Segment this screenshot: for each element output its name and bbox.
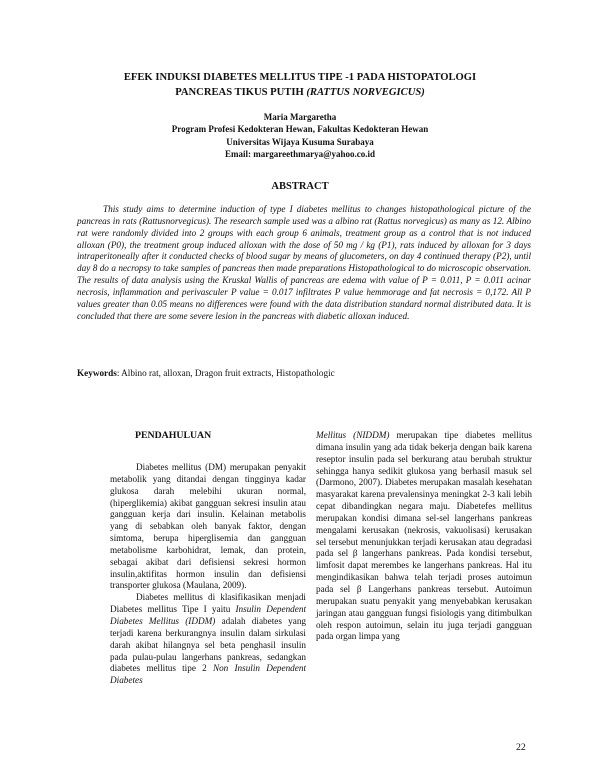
abstract-body xyxy=(77,204,531,322)
abstract-text: This study aims to determine induction of type I diabetes mellitus to changes histopathological picture of the pancreas in rats (Rattusnorvegicus). The research sample used was a albino rat (Rattus norvegicus) as many as 12. Albino rat were randomly divided into 2 groups with each group 6 animals, treatment group as a control that is not induced alloxan (P0), the treatment group induced alloxan with the dose of 50 mg / kg (P1), rats induced by alloxan for 3 days intraperitoneally after it conducted checks of blood sugar by means of glucometers, on day 4 continued therapy (P2), until day 8 do a necropsy to take samples of pancreas then made preparations Histopathological to do microscopic observation. The results of data analysis using the Kruskal Wallis of pancreas are edema with value of P = 0.011, P = 0.011 acinar necrosis, inflammation and perivasculer P value = 0.017 infiltrates P value hemmorage and fat necrosis = 0,172. All P values greater than 0.05 means no differences were found with the data distribution standard normal distributed data. It is concluded that there are some severe lesion in the pancreas with diabetic alloxan induced. xyxy=(77,204,531,321)
left-column xyxy=(110,430,306,687)
paragraph-italic-text: Insulin Dependent Diabetes Mellitus (IDDM) xyxy=(110,604,306,626)
right-column xyxy=(316,430,532,643)
title-line-1: EFEK INDUKSI DIABETES MELLITUS TIPE -1 PADA HISTOPATOLOGI xyxy=(123,72,477,83)
page-number: 22 xyxy=(516,742,526,753)
abstract-heading: ABSTRACT xyxy=(271,181,329,192)
keywords-label: Keywords xyxy=(77,368,117,378)
paragraph-italic-text: Non Insulin Dependent Diabetes xyxy=(110,663,306,686)
author-name: Maria Margaretha xyxy=(263,112,337,122)
paper-title xyxy=(60,70,540,100)
affiliation-line-2: Universitas Wijaya Kusuma Surabaya xyxy=(226,136,374,147)
section-heading: PENDAHULUAN xyxy=(135,430,212,441)
keywords-text: : Albino rat, alloxan, Dragon fruit extracts, Histopathologic xyxy=(116,368,335,378)
author-block xyxy=(60,111,540,160)
paragraph-text: adalah diabetes yang terjadi karena berkurangnya insulin dalam sirkulasi darah akibat hilangnya sel beta penghasil insulin pada pulau-pulau langerhans pankreas, sedangkan diabetes mellitus tipe 2 xyxy=(110,615,307,674)
paragraph-text: merupakan tipe diabetes mellitus dimana insulin yang ada tidak bekerja dengan baik karena reseptor insulin pada sel berkurang atau berubah struktur sehingga hanya sedikit glukosa yang berhasil masuk sel (Darmono, 2007). Diabetes merupakan masalah kesehatan masyarakat karena prevalensinya meningkat 2-3 kali lebih cepat dibandingkan negara maju. Diabetefes mellitus merupakan kondisi dimana sel-sel langerhans pankreas mengalami kerusakan (nekrosis, vakuolisasi) kerusakan sel tersebut menunjukkan terjadi kerusakan atau degradasi pada sel β langerhans pankreas. Pada kondisi tersebut, limfosit dapat merembes ke langerhans pankreas. Hal itu mengindikasikan bahwa telah terjadi proses autoimun pada sel β Langerhans pankreas tersebut. Autoimun merupakan suatu penyakit yang menyebabkan kerusakan jaringan atau gangguan fungsi fisiologis yang ditimbulkan oleh respon autoimun, selain itu juga terjadi gangguan pada organ limpa yang xyxy=(316,430,533,642)
paragraph-text: Diabetes mellitus di klasifikasikan menjadi Diabetes mellitus Tipe I yaitu xyxy=(110,592,306,615)
title-line-2 xyxy=(60,85,540,100)
paragraph-text: Diabetes mellitus (DM) merupakan penyakit metabolik yang ditandai dengan tingginya kadar glukosa darah melebihi ukuran normal, (hiperglikemia) akibat gangguan sekresi insulin atau gangguan kerja dari insulin. Kelainan metabolis yang di sebabkan oleh banyak faktor, dengan simtoma, berupa hiperglisemia dan gangguan metabolisme karbohidrat, lemak, dan protein, sebagai akibat dari defisiensi sekresi hormon insulin,aktifitas hormon insulin dan defisiensi transporter glukosa (Maulana, 2009). xyxy=(110,462,306,591)
paragraph xyxy=(110,592,306,687)
keywords-line xyxy=(77,367,531,379)
affiliation-line-1: Program Profesi Kedokteran Hewan, Fakultas Kedokteran Hewan xyxy=(171,124,429,135)
paragraph-italic-text: Mellitus (NIDDM) xyxy=(316,430,390,440)
author-email: Email: margareethmarya@yahoo.co.id xyxy=(225,148,375,159)
title-species: (RATTUS NORVEGICUS) xyxy=(306,87,425,98)
paragraph xyxy=(110,462,306,592)
paragraph xyxy=(316,430,532,643)
title-line-2-text: PANCREAS TIKUS PUTIH xyxy=(175,87,307,98)
